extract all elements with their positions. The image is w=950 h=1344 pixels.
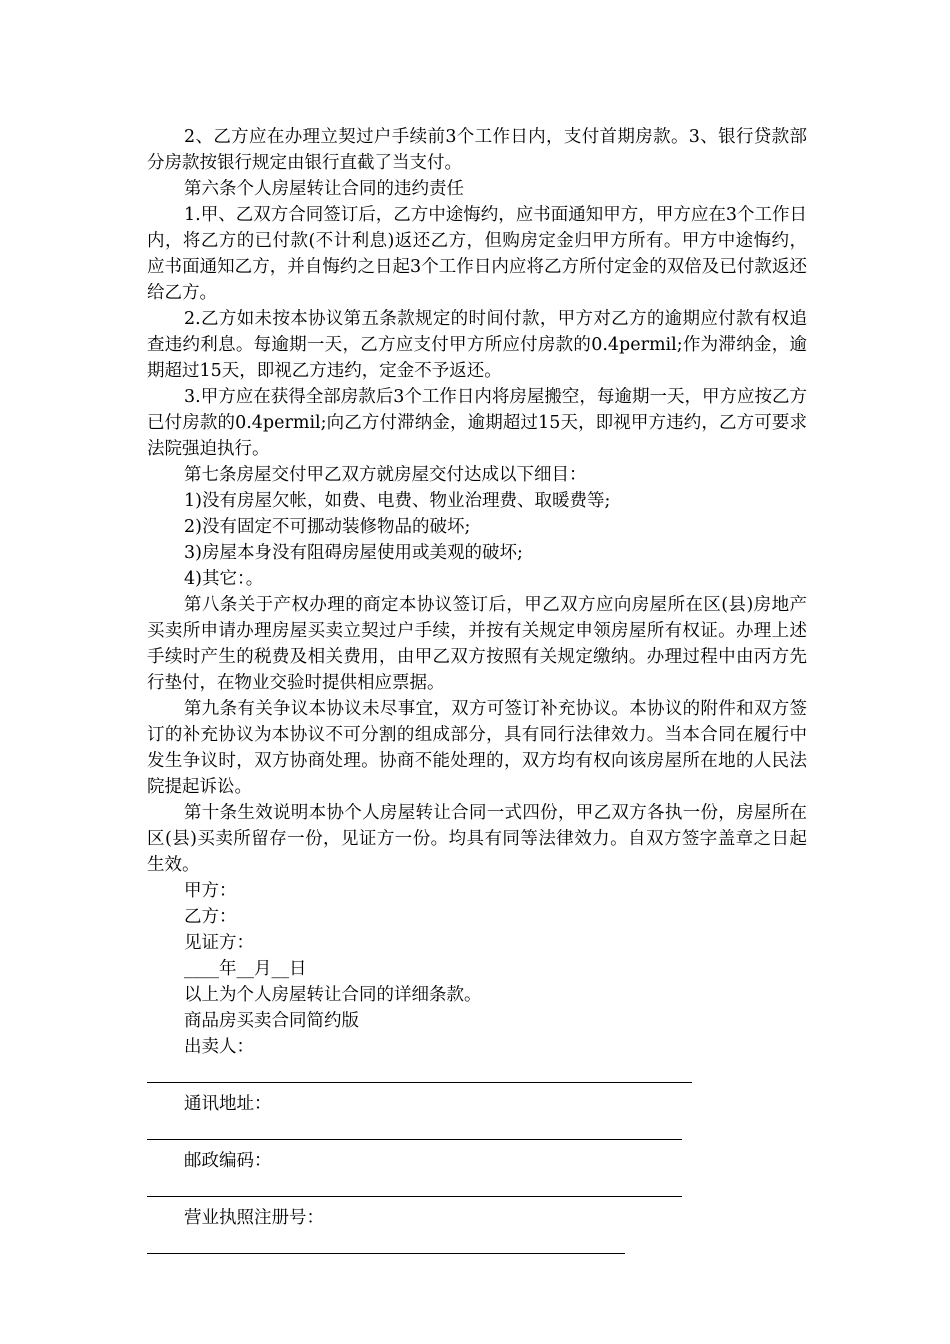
paragraph: 1.甲、乙双方合同签订后，乙方中途悔约，应书面通知甲方，甲方应在3个工作日内，将乙方的已付款(不计利息)返还乙方，但购房定金归甲方所有。甲方中途悔约，应书面通知乙方，并自悔约之日起3个工作日内应将乙方所付定金的双倍及已付款返还给乙方。: [147, 205, 807, 303]
list-item: 3)房屋本身没有阻碍房屋使用或美观的破坏;: [184, 543, 523, 563]
signature-party-b: 乙方：: [184, 907, 237, 927]
section-heading: 第六条个人房屋转让合同的违约责任: [184, 179, 464, 199]
paragraph: 2、乙方应在办理立契过户手续前3个工作日内，支付首期房款。3、银行贷款部分房款按银行规定由银行直截了当支付。: [147, 127, 807, 173]
address-label: 通讯地址：: [184, 1094, 272, 1114]
postal-code-label: 邮政编码：: [184, 1151, 272, 1171]
section-heading: 第七条房屋交付甲乙双方就房屋交付达成以下细目：: [184, 465, 587, 485]
license-number-label: 营业执照注册号：: [184, 1208, 324, 1228]
document-body: [147, 124, 807, 1262]
signature-witness: 见证方：: [184, 933, 254, 953]
document-title: 商品房买卖合同简约版: [184, 1011, 359, 1031]
paragraph: 第八条关于产权办理的商定本协议签订后，甲乙双方应向房屋所在区(县)房地产买卖所申请办理房屋买卖立契过户手续，并按有关规定申领房屋所有权证。办理上述手续时产生的税费及相关费用，由甲乙双方按照有关规定缴纳。办理过程中由丙方先行垫付，在物业交验时提供相应票据。: [147, 595, 807, 693]
paragraph: 以上为个人房屋转让合同的详细条款。: [184, 985, 482, 1005]
seller-label: 出卖人：: [184, 1037, 254, 1057]
paragraph: 第九条有关争议本协议未尽事宜，双方可签订补充协议。本协议的附件和双方签订的补充协议为本协议不可分割的组成部分，具有同行法律效力。当本合同在履行中发生争议时，双方协商处理。协商不能处理的，双方均有权向该房屋所在地的人民法院提起诉讼。: [147, 699, 807, 797]
paragraph: 2.乙方如未按本协议第五条款规定的时间付款，甲方对乙方的逾期应付款有权追查违约利息。每逾期一天，乙方应支付甲方所应付房款的0.4permil;作为滞纳金，逾期超过15天，即视乙方违约，定金不予返还。: [147, 309, 807, 381]
list-item: 1)没有房屋欠帐，如费、电费、物业治理费、取暖费等;: [184, 491, 611, 511]
paragraph: 第十条生效说明本协个人房屋转让合同一式四份，甲乙双方各执一份，房屋所在区(县)买卖所留存一份，见证方一份。均具有同等法律效力。自双方签字盖章之日起生效。: [147, 803, 807, 875]
signature-party-a: 甲方：: [184, 881, 237, 901]
fill-in-line: [147, 1139, 682, 1140]
fill-in-line: [147, 1253, 625, 1254]
paragraph: 3.甲方应在获得全部房款后3个工作日内将房屋搬空，每逾期一天，甲方应按乙方已付房款的0.4permil;向乙方付滞纳金，逾期超过15天，即视甲方违约，乙方可要求法院强迫执行。: [147, 387, 807, 459]
list-item: 4)其它：。: [184, 569, 264, 589]
fill-in-line: [147, 1082, 692, 1083]
date-line: ____年__月__日: [184, 959, 307, 979]
fill-in-line: [147, 1196, 682, 1197]
list-item: 2)没有固定不可挪动装修物品的破坏;: [184, 517, 471, 537]
